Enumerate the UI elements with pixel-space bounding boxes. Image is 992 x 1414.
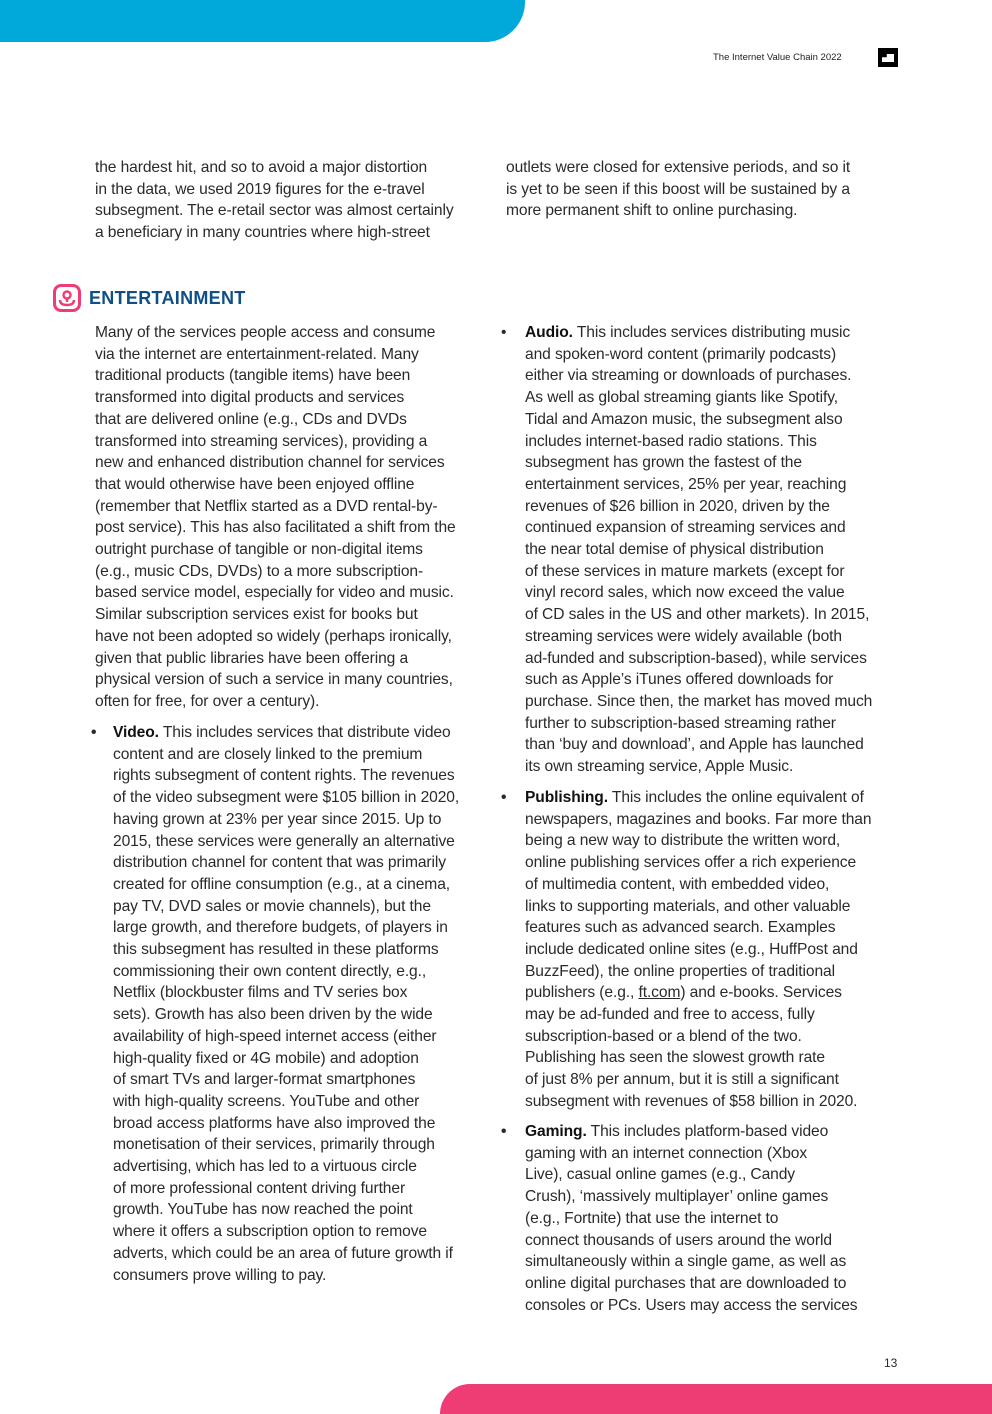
text-line: (e.g., Fortnite) that use the internet to [525, 1209, 779, 1227]
text-line [525, 787, 871, 809]
text-line: post service). This has also facilitated a shift from the [95, 519, 456, 537]
text-line: availability of high-speed internet access (either [113, 1027, 437, 1045]
text-line: monetisation of their services, primarily through [113, 1136, 435, 1154]
text-line: that would otherwise have been enjoyed offline [95, 475, 415, 493]
text-line: features such as advanced search. Examples [525, 919, 836, 937]
text-line: the hardest hit, and so to avoid a major distortion [95, 159, 428, 176]
text-line: outlets were closed for extensive periods, and so it [506, 159, 851, 176]
text-line: online publishing services offer a rich experience [525, 854, 857, 872]
running-title: The Internet Value Chain 2022 [713, 52, 842, 63]
text-line: Netflix (blockbuster films and TV series box [113, 984, 408, 1002]
text-line: As well as global streaming giants like Spotify, [525, 389, 838, 407]
text-line: of the video subsegment were $105 billion in 2020, [113, 789, 460, 807]
text-line: vinyl record sales, which now exceed the value [525, 584, 845, 602]
text-line: publishers (e.g., ft.com) and e-books. Services [525, 984, 842, 1002]
text-line: where it offers a subscription option to remove [113, 1223, 427, 1241]
text-line: content and are closely linked to the premium [113, 745, 423, 763]
text-line: subsegment has grown the fastest of the [525, 454, 802, 472]
text-line: consoles or PCs. Users may access the services [525, 1296, 858, 1314]
text-line: with high-quality screens. YouTube and other [113, 1092, 420, 1110]
text-line: (remember that Netflix started as a DVD rental-by- [95, 497, 438, 515]
text-line: of more professional content driving further [113, 1179, 406, 1197]
text-line: Tidal and Amazon music, the subsegment also [525, 410, 843, 428]
text-line: more permanent shift to online purchasing. [506, 202, 798, 220]
text-line: either via streaming or downloads of purchases. [525, 367, 852, 385]
text-line: rights subsegment of content rights. The revenues [113, 767, 455, 785]
text-line: created for offline consumption (e.g., at a cinema, [113, 875, 450, 893]
text-line: growth. YouTube has now reached the point [113, 1201, 413, 1219]
text-line-content: This includes services distributing music [572, 324, 851, 341]
text-line: streaming services were widely available (both [525, 627, 842, 645]
text-line: broad access platforms have also improved the [113, 1114, 436, 1132]
text-line: new and enhanced distribution channel for services [95, 454, 445, 472]
text-line: a beneficiary in many countries where high-street [95, 224, 430, 242]
text-line: Similar subscription services exist for books but [95, 606, 418, 624]
text-line: such as Apple’s iTunes offered downloads for [525, 671, 834, 689]
text-line: include dedicated online sites (e.g., HuffPost and [525, 940, 858, 958]
text-line: outright purchase of tangible or non-digital items [95, 541, 423, 559]
text-line: traditional products (tangible items) have been [95, 367, 411, 385]
video-bullet [91, 722, 460, 1286]
ft-link[interactable]: ft.com [638, 984, 681, 1002]
bullet-icon: • [91, 724, 97, 741]
text-line: of just 8% per annum, but it is still a significant [525, 1071, 839, 1089]
section-title: ENTERTAINMENT [89, 287, 246, 308]
top-right-text [506, 157, 850, 222]
text-line: consumers prove willing to pay. [113, 1266, 327, 1284]
text-line: ad-funded and subscription-based), while services [525, 649, 867, 667]
top-banner [0, 0, 525, 42]
text-line: subsegment. The e-retail sector was almost certainly [95, 202, 454, 220]
text-line: the near total demise of physical distribution [525, 541, 824, 559]
text-line: Live), casual online games (e.g., Candy [525, 1166, 796, 1184]
text-line: online digital purchases that are downloaded to [525, 1274, 847, 1292]
text-line-content: This includes services that distribute video [158, 724, 451, 741]
text-line: given that public libraries have been offering a [95, 649, 409, 667]
text-line: is yet to be seen if this boost will be sustained by a [506, 180, 850, 198]
text-line: transformed into digital products and services [95, 389, 405, 407]
text-line: entertainment services, 25% per year, reaching [525, 475, 847, 493]
text-line: Crush), ‘massively multiplayer’ online games [525, 1188, 829, 1206]
text-line: 2015, these services were generally an alternative [113, 832, 455, 850]
text-line: connect thousands of users around the world [525, 1231, 832, 1249]
text-line: of these services in mature markets (except for [525, 562, 845, 580]
bullet-term: Video. [113, 724, 159, 741]
text-line: have not been adopted so widely (perhaps ironically, [95, 627, 452, 645]
bullet-term: Gaming. [525, 1123, 587, 1140]
text-line: of CD sales in the US and other markets). In 2015, [525, 606, 870, 624]
text-line: subscription-based or a blend of the two. [525, 1027, 802, 1045]
entertainment-icon [53, 284, 81, 312]
text-line: sets). Growth has also been driven by the wide [113, 1006, 433, 1024]
page-number: 13 [884, 1356, 898, 1370]
text-line: of smart TVs and larger-format smartphones [113, 1071, 416, 1089]
text-line: based service model, especially for video and music. [95, 584, 454, 602]
text-line: continued expansion of streaming services and [525, 519, 846, 537]
text-line [525, 1121, 858, 1143]
report-logo-icon [878, 48, 898, 67]
text-line: advertising, which has led to a virtuous circle [113, 1158, 417, 1176]
bottom-banner [440, 1384, 992, 1414]
text-line: in the data, we used 2019 figures for the e-travel [95, 180, 425, 198]
text-line: this subsegment has resulted in these platforms [113, 941, 439, 959]
text-line: pay TV, DVD sales or movie channels), but the [113, 897, 431, 915]
intro-paragraph [95, 322, 456, 713]
text-line: having grown at 23% per year since 2015. Up to [113, 810, 442, 828]
bullet-term: Audio. [525, 324, 573, 341]
bullet-term: Publishing. [525, 789, 608, 806]
bullet-icon: • [501, 1123, 507, 1140]
text-line: via the internet are entertainment-related. Many [95, 345, 419, 363]
text-line: includes internet-based radio stations. This [525, 432, 817, 450]
audio-bullet [501, 322, 873, 778]
bullet-icon: • [501, 324, 507, 341]
section-heading [53, 284, 246, 312]
text-line-content: This includes platform-based video [586, 1123, 829, 1140]
text-line: further to subscription-based streaming rather [525, 714, 836, 732]
bullet-icon: • [501, 789, 507, 806]
text-line: gaming with an internet connection (Xbox [525, 1144, 808, 1162]
text-line: and spoken-word content (primarily podcasts) [525, 345, 837, 363]
text-line: purchase. Since then, the market has moved much [525, 692, 873, 710]
text-line: being a new way to distribute the written word, [525, 832, 841, 850]
text-line: its own streaming service, Apple Music. [525, 758, 794, 776]
text-line: distribution channel for content that was primarily [113, 854, 446, 872]
text-line [113, 722, 459, 744]
publishing-bullet [501, 787, 872, 1113]
text-line: links to supporting materials, and other valuable [525, 897, 851, 915]
text-line-content: This includes the online equivalent of [607, 789, 864, 806]
text-line: transformed into streaming services), providing a [95, 432, 428, 450]
text-line [525, 322, 872, 344]
text-line: commissioning their own content directly, e.g., [113, 962, 427, 980]
text-line: subsegment with revenues of $58 billion in 2020. [525, 1092, 858, 1110]
text-line: BuzzFeed), the online properties of traditional [525, 962, 835, 980]
text-line: revenues of $26 billion in 2020, driven by the [525, 497, 830, 515]
text-line: adverts, which could be an area of future growth if [113, 1244, 453, 1262]
text-line: often for free, for over a century). [95, 692, 320, 710]
text-line: simultaneously within a single game, as well as [525, 1253, 847, 1271]
text-line: than ‘buy and download’, and Apple has launched [525, 736, 864, 754]
text-line: of multimedia content, with embedded video, [525, 875, 830, 893]
text-line: physical version of such a service in many countries, [95, 671, 453, 689]
text-line: (e.g., music CDs, DVDs) to a more subscription- [95, 562, 424, 580]
text-line: high-quality fixed or 4G mobile) and adoption [113, 1049, 419, 1067]
top-left-text [95, 157, 454, 244]
text-line: newspapers, magazines and books. Far more than [525, 810, 872, 828]
text-line: that are delivered online (e.g., CDs and DVDs [95, 410, 407, 428]
text-line: Many of the services people access and consume [95, 324, 436, 341]
text-line: large growth, and therefore budgets, of players in [113, 919, 448, 937]
text-line: may be ad-funded and free to access, fully [525, 1006, 815, 1024]
gaming-bullet [501, 1121, 858, 1316]
text-line: Publishing has seen the slowest growth rate [525, 1049, 825, 1067]
